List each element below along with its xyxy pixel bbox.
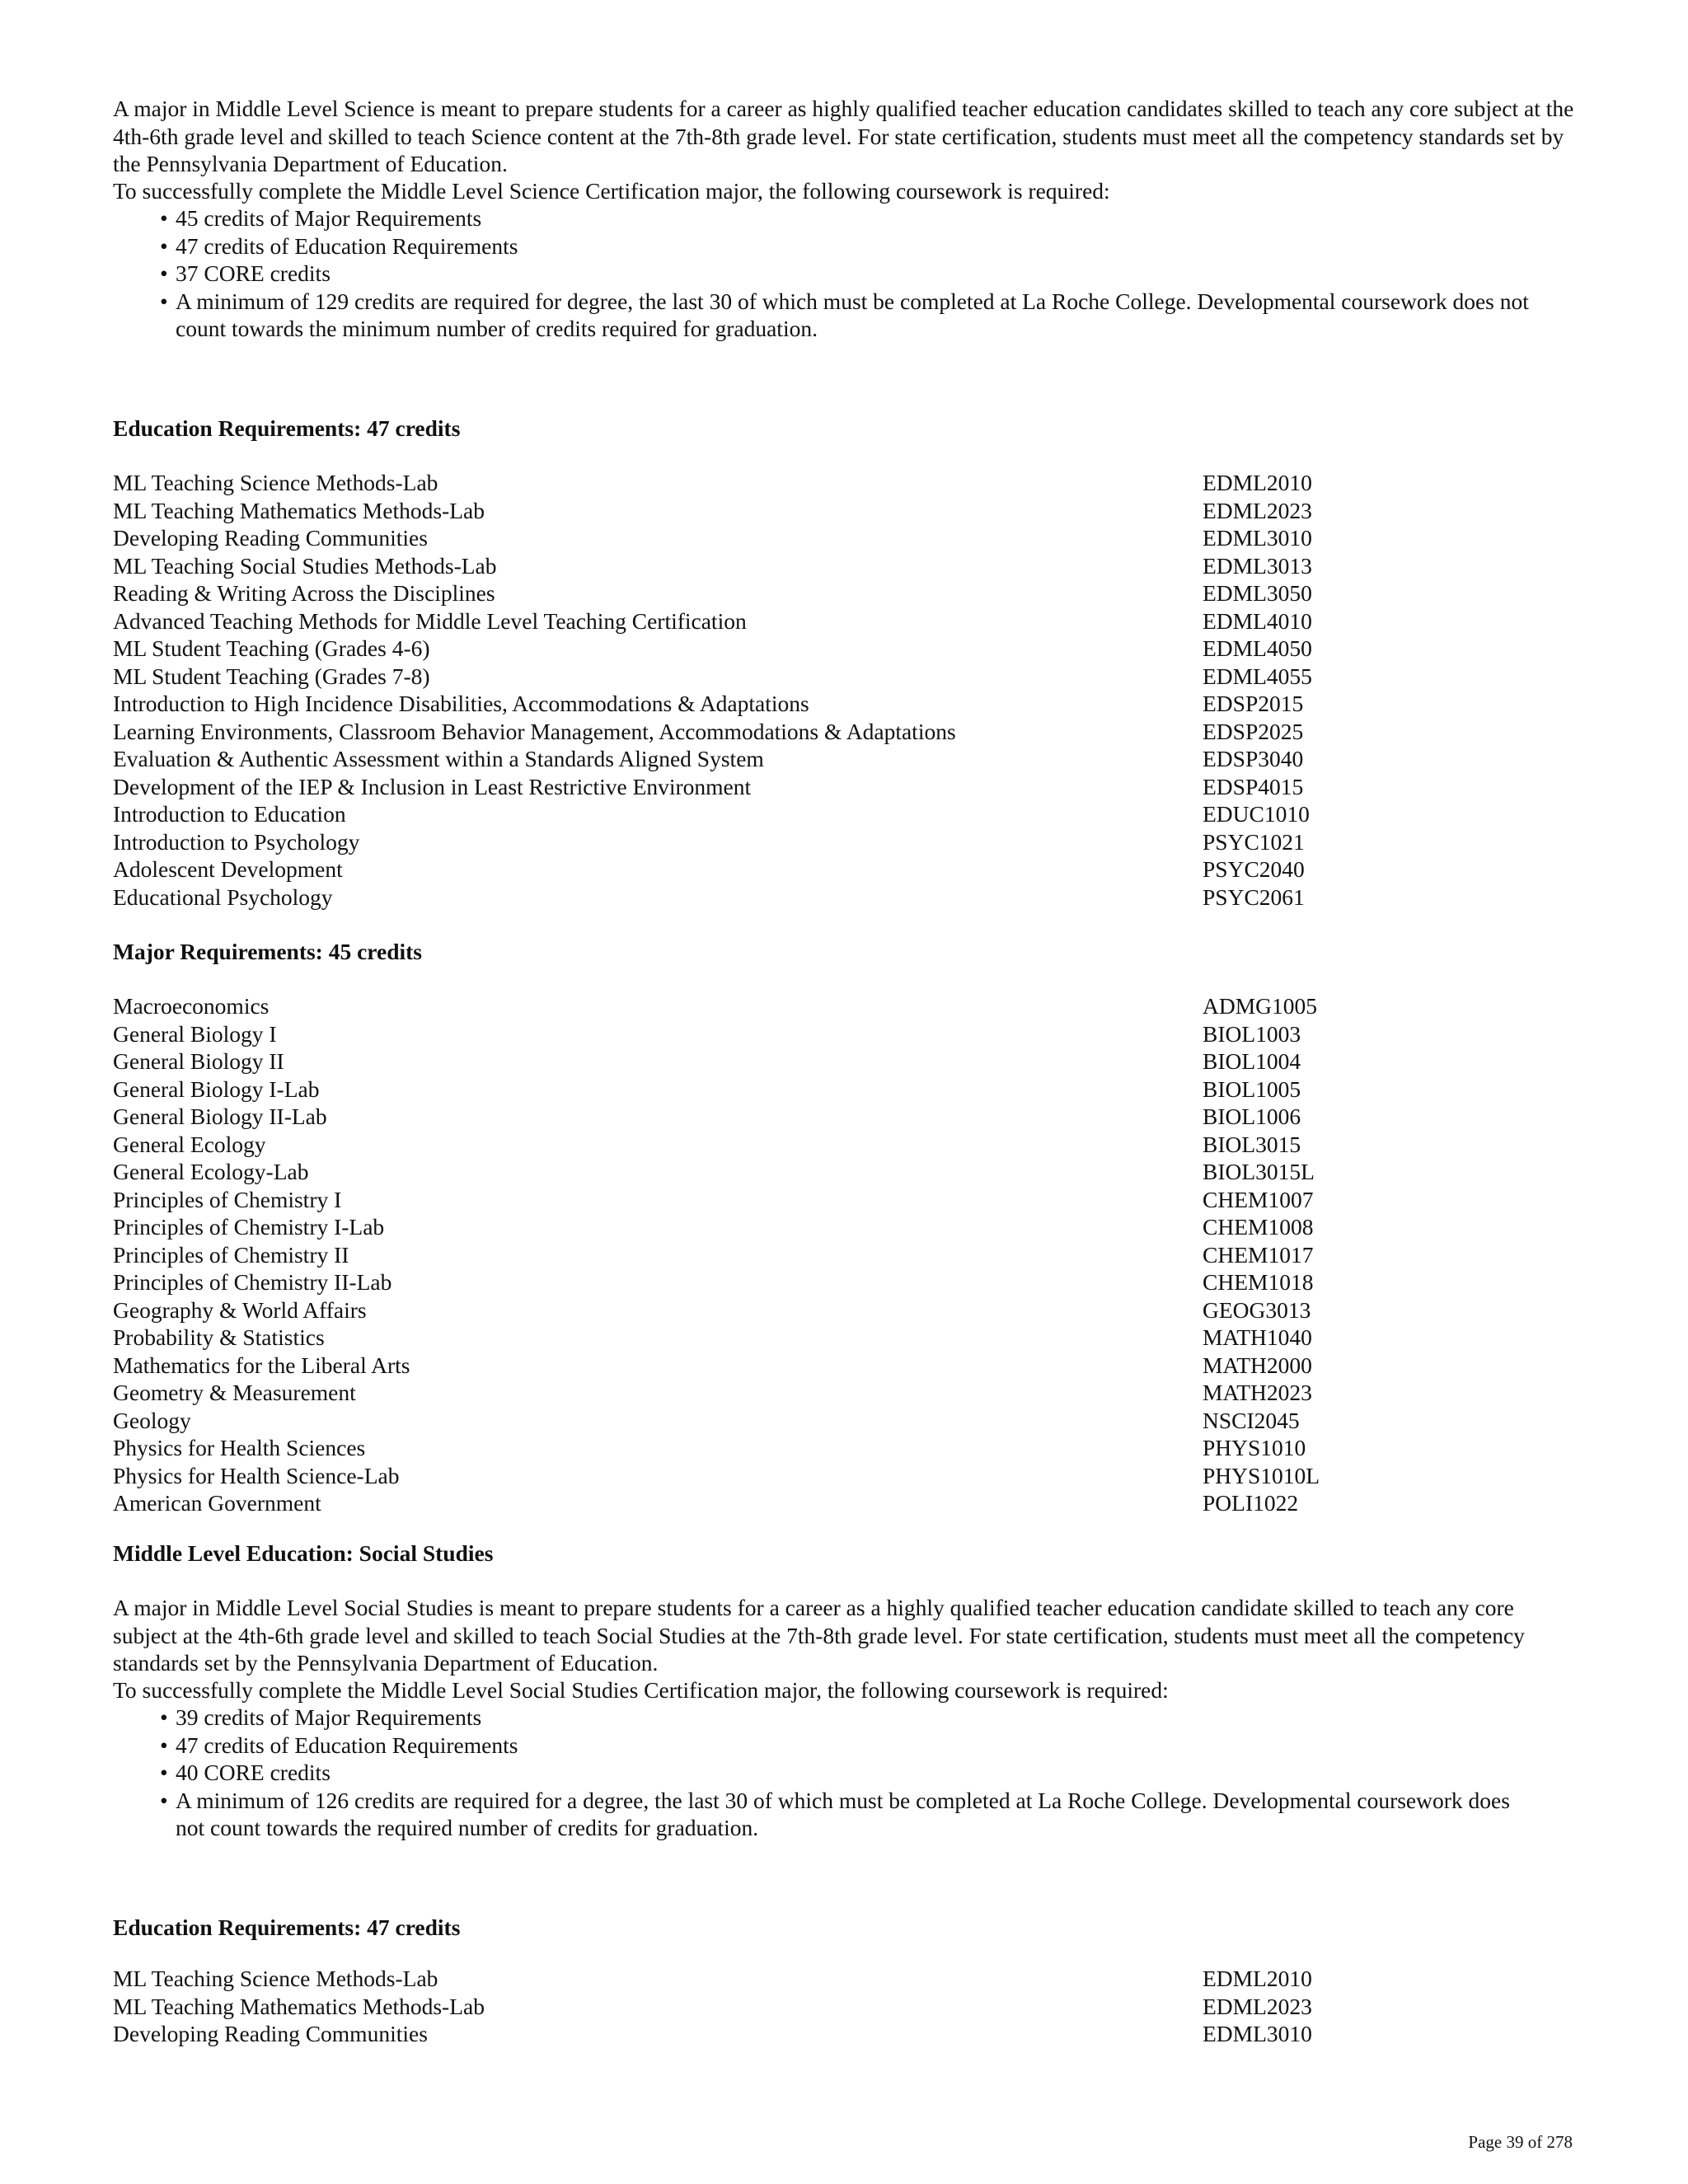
- course-code: POLI1022: [1203, 1490, 1299, 1516]
- course-name: Principles of Chemistry I: [113, 1186, 342, 1212]
- course-code: EDML3013: [1203, 552, 1312, 579]
- course-row: [113, 552, 1349, 580]
- course-code: PSYC2040: [1203, 856, 1305, 882]
- course-name: General Biology I-Lab: [113, 1076, 320, 1102]
- course-code: EDML2010: [1203, 470, 1312, 495]
- course-code: CHEM1007: [1203, 1186, 1314, 1212]
- course-name: ML Teaching Science Methods-Lab: [113, 1966, 438, 1991]
- course-name: Advanced Teaching Methods for Middle Level Teaching Certification: [113, 607, 747, 634]
- course-code: PHYS1010: [1203, 1435, 1306, 1460]
- course-row: [113, 1993, 1349, 2021]
- course-row: [113, 2020, 1349, 2048]
- science-education-course-list: [113, 469, 1349, 911]
- course-row: [113, 469, 1349, 497]
- course-code: MATH2023: [1203, 1380, 1312, 1405]
- course-row: [113, 1131, 1349, 1159]
- course-name: Probability & Statistics: [113, 1324, 325, 1350]
- course-code: BIOL3015L: [1203, 1159, 1315, 1184]
- course-code: BIOL1006: [1203, 1104, 1301, 1129]
- course-code: NSCI2045: [1203, 1407, 1300, 1433]
- bullet-icon: •: [160, 1732, 168, 1758]
- course-code: EDML2023: [1203, 1993, 1312, 2019]
- social-studies-requirement-list: [113, 1704, 1514, 1842]
- course-name: Learning Environments, Classroom Behavior Management, Accommodations & Adaptations: [113, 718, 956, 744]
- course-code: CHEM1018: [1203, 1269, 1314, 1295]
- course-name: General Ecology-Lab: [113, 1159, 309, 1184]
- list-item: • A minimum of 126 credits are required for a degree, the last 30 of which must be completed at La Roche College. Developmental coursework does not count towards the required number of credits for graduation.: [160, 1787, 1510, 1840]
- course-name: Physics for Health Sciences: [113, 1435, 366, 1460]
- course-row: [113, 1462, 1349, 1490]
- list-item: • 45 credits of Major Requirements: [160, 205, 482, 231]
- course-row: [113, 992, 1349, 1020]
- course-name: ML Teaching Mathematics Methods-Lab: [113, 497, 485, 523]
- science-requirement-list: [113, 204, 1580, 343]
- course-row: [113, 1020, 1349, 1048]
- science-education-heading: Education Requirements: 47 credits: [113, 415, 461, 441]
- course-code: CHEM1017: [1203, 1241, 1314, 1268]
- course-row: [113, 579, 1349, 607]
- course-code: EDML4050: [1203, 635, 1312, 661]
- course-row: [113, 497, 1349, 525]
- course-row: [113, 1158, 1349, 1186]
- course-name: American Government: [113, 1490, 321, 1516]
- social-studies-education-course-list: [113, 1965, 1349, 2048]
- course-name: Developing Reading Communities: [113, 2021, 428, 2046]
- course-name: Educational Psychology: [113, 883, 333, 910]
- bullet-icon: •: [160, 260, 168, 286]
- course-name: ML Student Teaching (Grades 7-8): [113, 663, 430, 689]
- course-code: EDML2010: [1203, 1966, 1312, 1991]
- course-name: Principles of Chemistry II-Lab: [113, 1269, 392, 1295]
- course-row: [113, 855, 1349, 883]
- bullet-icon: •: [160, 1787, 168, 1813]
- course-name: Geography & World Affairs: [113, 1296, 367, 1323]
- course-row: [113, 1186, 1349, 1214]
- bullet-icon: •: [160, 288, 168, 314]
- course-name: Introduction to High Incidence Disabilities, Accommodations & Adaptations: [113, 691, 809, 716]
- course-name: General Biology II-Lab: [113, 1104, 327, 1129]
- bullet-icon: •: [160, 1760, 168, 1785]
- course-code: BIOL1005: [1203, 1076, 1301, 1102]
- course-code: EDSP4015: [1203, 773, 1304, 799]
- list-item: • 37 CORE credits: [160, 260, 331, 286]
- course-code: EDML3010: [1203, 2021, 1312, 2046]
- course-name: ML Student Teaching (Grades 4-6): [113, 635, 430, 661]
- bullet-icon: •: [160, 232, 168, 259]
- social-studies-intro-paragraph: A major in Middle Level Social Studies is meant to prepare students for a career as a highly qualified teacher education candidate skilled to teach any core subject at the 4th-6th grade level and skilled to teach Social Studies at the 7th-8th grade level. For state certification, students must meet all the competency standards set by the Pennsylvania Department of Education.: [113, 1595, 1525, 1675]
- course-code: MATH2000: [1203, 1352, 1312, 1378]
- course-name: Principles of Chemistry II: [113, 1241, 349, 1268]
- science-intro-paragraph: A major in Middle Level Science is meant to prepare students for a career as highly qualified teacher education candidates skilled to teach any core subject at the 4th-6th grade level and skilled to teach Science content at the 7th-8th grade level. For state certification, students must meet all the competency standards set by the Pennsylvania Department of Education.: [113, 96, 1574, 176]
- course-code: MATH1040: [1203, 1324, 1312, 1350]
- course-row: [113, 1324, 1349, 1352]
- course-row: [113, 524, 1349, 552]
- social-studies-requirement-intro: To successfully complete the Middle Level Social Studies Certification major, the following coursework is required:: [113, 1677, 1169, 1703]
- course-code: EDML3010: [1203, 525, 1312, 551]
- page-number: Page 39 of 278: [1468, 2132, 1573, 2152]
- course-code: EDSP2025: [1203, 718, 1304, 744]
- list-item: • A minimum of 129 credits are required for degree, the last 30 of which must be completed at La Roche College. Developmental coursework does not count towards the minimum number of credits required for graduation.: [160, 288, 1529, 341]
- bullet-icon: •: [160, 1704, 168, 1730]
- course-code: EDML4055: [1203, 663, 1312, 689]
- course-code: BIOL3015: [1203, 1131, 1301, 1157]
- course-row: [113, 773, 1349, 801]
- social-studies-heading: Middle Level Education: Social Studies: [113, 1540, 494, 1566]
- course-name: ML Teaching Science Methods-Lab: [113, 470, 438, 495]
- course-name: General Biology I: [113, 1020, 277, 1047]
- list-item: • 47 credits of Education Requirements: [160, 232, 518, 259]
- course-name: Introduction to Education: [113, 801, 346, 827]
- science-requirement-intro: To successfully complete the Middle Level Science Certification major, the following coursework is required:: [113, 178, 1110, 204]
- course-row: [113, 1352, 1349, 1380]
- course-name: Developing Reading Communities: [113, 525, 428, 551]
- course-name: Adolescent Development: [113, 856, 343, 882]
- list-item: • 40 CORE credits: [160, 1760, 331, 1785]
- course-row: [113, 718, 1349, 746]
- course-name: Physics for Health Science-Lab: [113, 1462, 400, 1488]
- course-code: GEOG3013: [1203, 1296, 1311, 1323]
- course-name: Geometry & Measurement: [113, 1380, 356, 1405]
- course-code: PSYC2061: [1203, 883, 1305, 910]
- course-name: ML Teaching Mathematics Methods-Lab: [113, 1993, 485, 2019]
- course-name: Mathematics for the Liberal Arts: [113, 1352, 410, 1378]
- course-name: Geology: [113, 1407, 191, 1433]
- course-row: [113, 607, 1349, 635]
- course-row: [113, 635, 1349, 663]
- course-code: PHYS1010L: [1203, 1462, 1320, 1488]
- course-row: [113, 745, 1349, 773]
- course-name: General Ecology: [113, 1131, 266, 1157]
- course-code: BIOL1003: [1203, 1020, 1301, 1047]
- science-major-course-list: [113, 992, 1349, 1517]
- course-row: [113, 663, 1349, 691]
- course-row: [113, 1241, 1349, 1269]
- course-row: [113, 1434, 1349, 1462]
- course-row: [113, 800, 1349, 828]
- course-row: [113, 1379, 1349, 1407]
- course-code: EDML2023: [1203, 497, 1312, 523]
- course-row: [113, 690, 1349, 718]
- science-major-heading: Major Requirements: 45 credits: [113, 939, 422, 964]
- course-row: [113, 1076, 1349, 1104]
- course-name: Macroeconomics: [113, 993, 270, 1019]
- list-item: • 47 credits of Education Requirements: [160, 1732, 518, 1758]
- course-code: BIOL1004: [1203, 1048, 1301, 1074]
- course-row: [113, 1407, 1349, 1435]
- course-row: [113, 828, 1349, 856]
- course-name: Evaluation & Authentic Assessment within a Standards Aligned System: [113, 746, 764, 771]
- course-code: EDSP2015: [1203, 691, 1304, 716]
- course-name: ML Teaching Social Studies Methods-Lab: [113, 552, 497, 579]
- course-row: [113, 1489, 1349, 1517]
- course-name: General Biology II: [113, 1048, 284, 1074]
- course-row: [113, 1268, 1349, 1296]
- course-code: EDML3050: [1203, 580, 1312, 606]
- course-code: EDSP3040: [1203, 746, 1304, 771]
- course-row: [113, 1103, 1349, 1131]
- social-studies-education-heading: Education Requirements: 47 credits: [113, 1915, 461, 1940]
- course-name: Reading & Writing Across the Disciplines: [113, 580, 495, 606]
- course-row: [113, 1965, 1349, 1993]
- course-code: CHEM1008: [1203, 1214, 1314, 1240]
- course-name: Introduction to Psychology: [113, 828, 360, 855]
- course-row: [113, 1296, 1349, 1324]
- list-item: • 39 credits of Major Requirements: [160, 1704, 482, 1730]
- course-row: [113, 883, 1349, 912]
- course-row: [113, 1213, 1349, 1241]
- course-code: EDML4010: [1203, 607, 1312, 634]
- course-code: EDUC1010: [1203, 801, 1310, 827]
- course-code: ADMG1005: [1203, 993, 1318, 1019]
- course-name: Principles of Chemistry I-Lab: [113, 1214, 385, 1240]
- course-code: PSYC1021: [1203, 828, 1305, 855]
- course-row: [113, 1047, 1349, 1076]
- course-name: Development of the IEP & Inclusion in Least Restrictive Environment: [113, 773, 752, 799]
- bullet-icon: •: [160, 205, 168, 231]
